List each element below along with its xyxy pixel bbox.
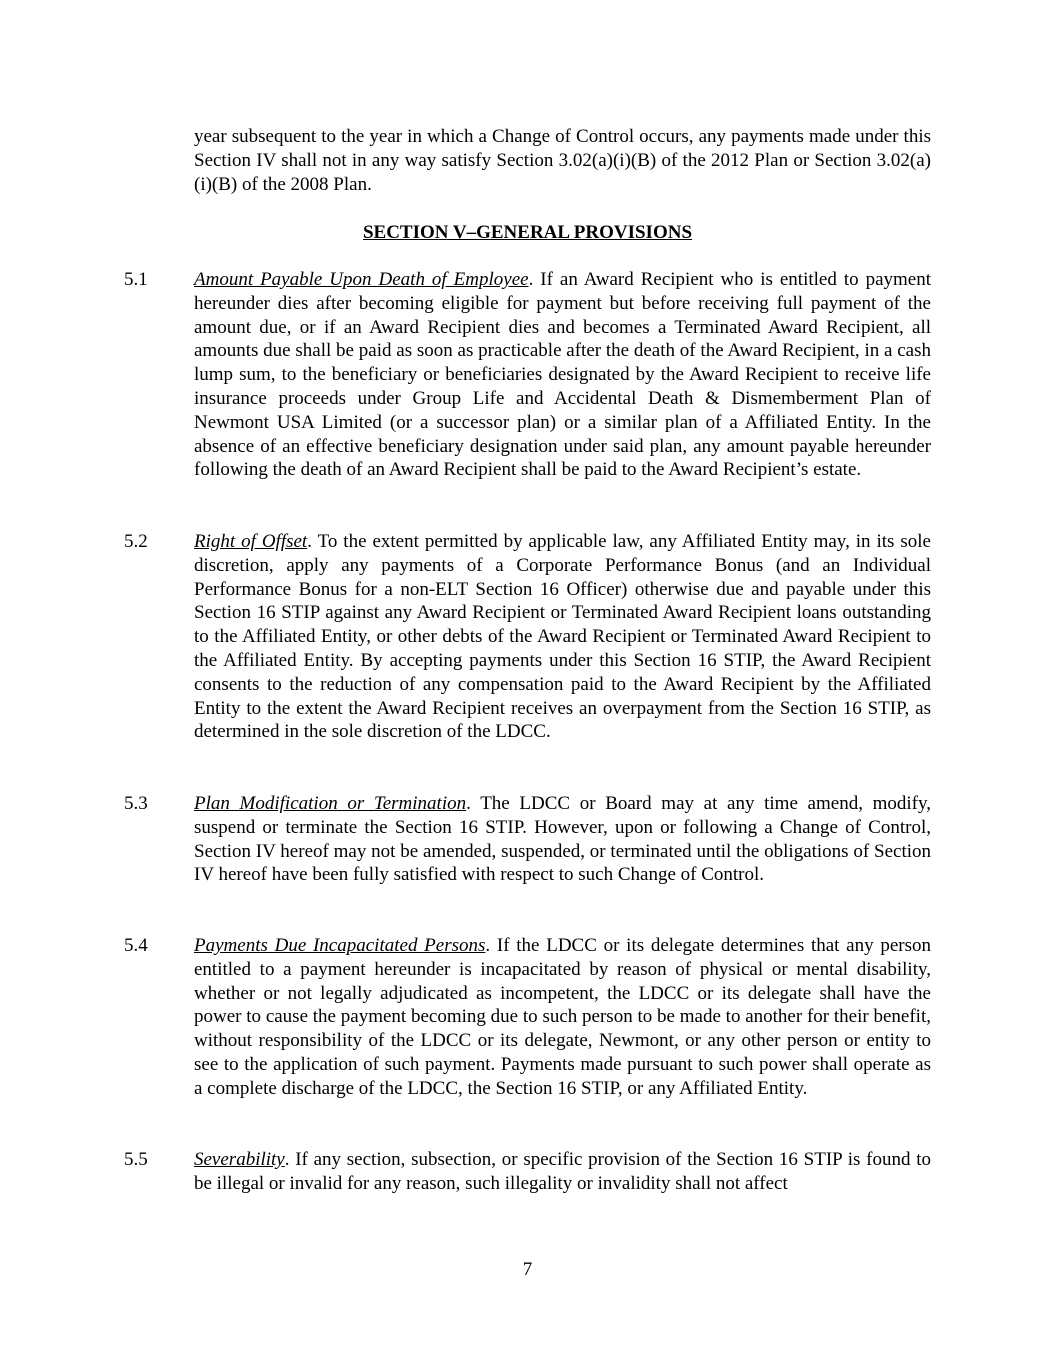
provision-text: . The LDCC or Board may at any time amend, modify, suspend or terminate the Section 16 STIP. However, upon or following a Change of Control, Section IV hereof may not be amended, suspended, or terminated until the obligations of Section IV hereof have been fully satisfied with respect to such Change of Control.: [194, 793, 932, 886]
provision-number: 5.5: [124, 1149, 148, 1170]
provision-number: 5.2: [124, 531, 148, 552]
provision-body: [194, 934, 931, 1101]
page-number: 7: [522, 1259, 533, 1280]
provision-body: [194, 530, 931, 744]
provision-body: [194, 792, 931, 887]
provision-text: . If any section, subsection, or specific provision of the Section 16 STIP is found to be illegal or invalid for any reason, such illegality or invalidity shall not affect: [194, 1149, 931, 1194]
provision-title: Payments Due Incapacitated Persons: [194, 935, 486, 956]
section-heading: SECTION V–GENERAL PROVISIONS: [362, 222, 693, 243]
provision-text: . If an Award Recipient who is entitled to payment hereunder dies after becoming eligible for payment but before receiving full payment of the amount due, or if an Award Recipient dies and becomes a Terminated Award Recipient, all amounts due shall be paid as soon as practicable after the death of the Award Recipient, in a cash lump sum, to the beneficiary or beneficiaries designated by the Award Recipient to receive life insurance proceeds under Group Life and Accidental Death & Dismemberment Plan of Newmont USA Limited (or a successor plan) or a similar plan of a Affiliated Entity. In the absence of an effective beneficiary designation under said plan, any amount payable hereunder following the death of an Award Recipient shall be paid to the Award Recipient’s estate.: [194, 269, 931, 481]
provision-title: Right of Offset: [194, 531, 308, 552]
provision-number: 5.1: [124, 269, 148, 290]
provision-title: Amount Payable Upon Death of Employee: [194, 269, 529, 290]
provision-title: Plan Modification or Termination: [194, 793, 467, 814]
provision-body: [194, 1148, 931, 1196]
provision-number: 5.3: [124, 793, 148, 814]
carryover-paragraph: year subsequent to the year in which a Change of Control occurs, any payments made under this Section IV shall not in any way satisfy Section 3.02(a)(i)(B) of the 2012 Plan or Section 3.02(a)(i)(B) of the 2008 Plan.: [194, 126, 931, 195]
provision-title: Severability: [194, 1149, 285, 1170]
provision-number: 5.4: [124, 935, 148, 956]
provision-text: . If the LDCC or its delegate determines that any person entitled to a payment hereunder is incapacitated by reason of physical or mental disability, whether or not legally adjudicated as incompetent, the LDCC or its delegate shall have the power to cause the payment becoming due to such person to be made to another for their benefit, without responsibility of the LDCC or its delegate, Newmont, or any other person or entity to see to the application of such payment. Payments made pursuant to such power shall operate as a complete discharge of the LDCC, the Section 16 STIP, or any Affiliated Entity.: [194, 935, 931, 1099]
provision-body: [194, 268, 931, 482]
provision-text: . To the extent permitted by applicable law, any Affiliated Entity may, in its sole discretion, apply any payments of a Corporate Performance Bonus (and an Individual Performance Bonus for a non-ELT Section 16 Officer) otherwise due and payable under this Section 16 STIP against any Award Recipient or Terminated Award Recipient loans outstanding to the Affiliated Entity, or other debts of the Award Recipient or Terminated Award Recipient to the Affiliated Entity. By accepting payments under this Section 16 STIP, the Award Recipient consents to the reduction of any compensation paid to the Award Recipient by the Affiliated Entity to the extent the Award Recipient receives an overpayment from the Section 16 STIP, as determined in the sole discretion of the LDCC.: [194, 531, 931, 743]
